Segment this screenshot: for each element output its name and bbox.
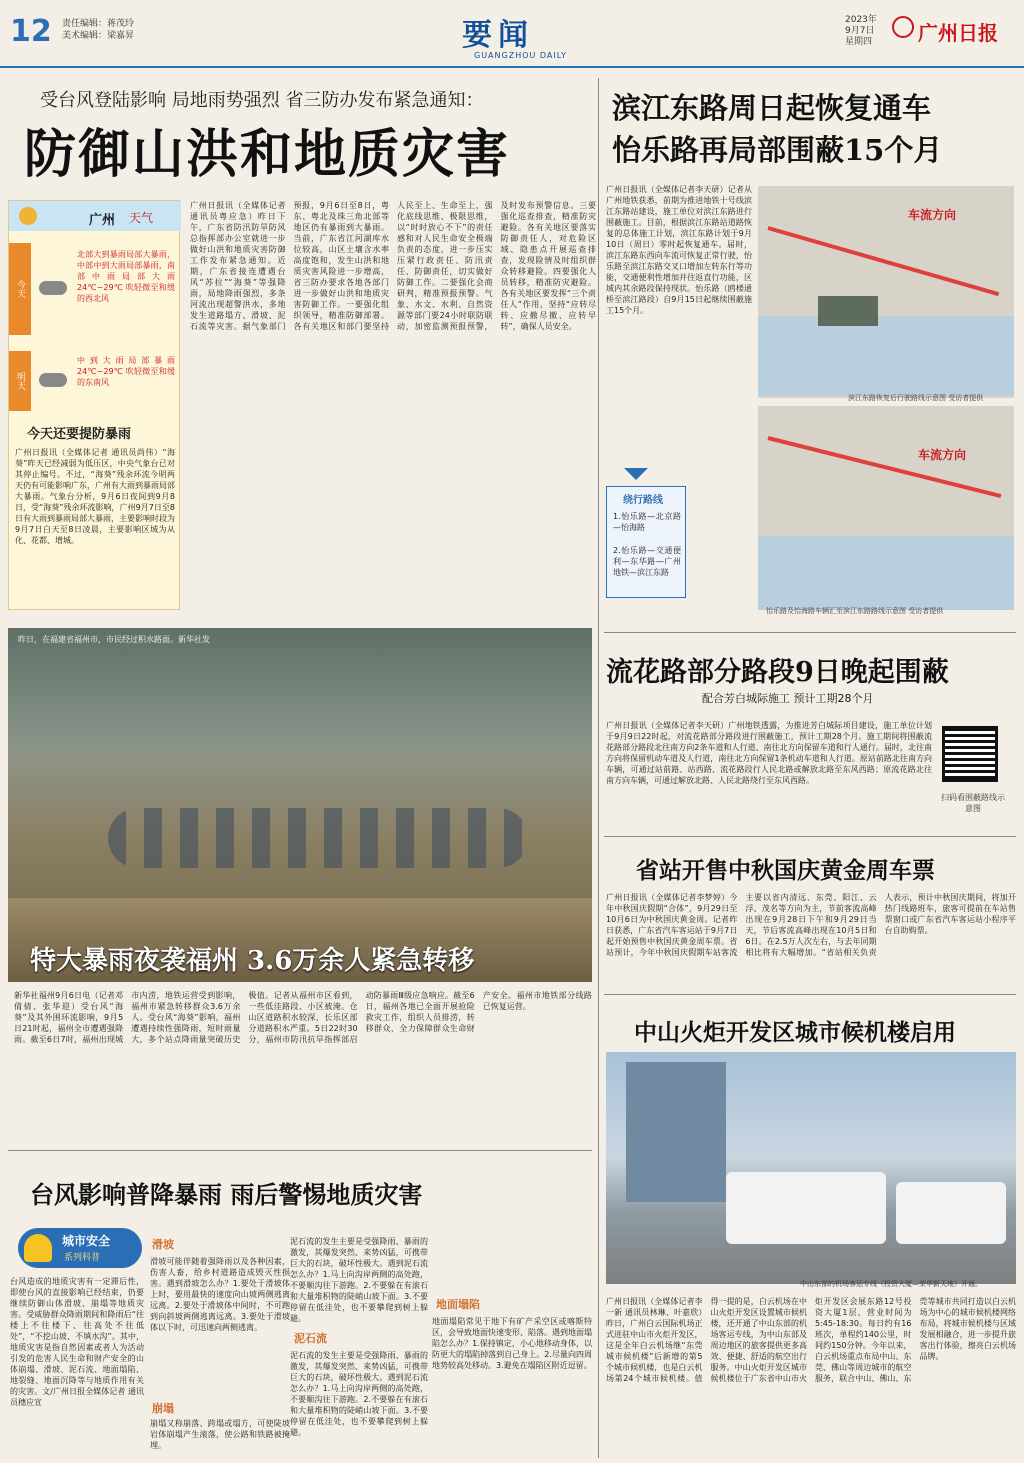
map-binjiang	[758, 186, 1014, 398]
map-yile	[758, 406, 1014, 610]
weather-subheadline: 今天还要提防暴雨	[27, 427, 132, 442]
photo-background-buildings	[8, 628, 592, 748]
editor-line: 责任编辑：蒋茂玲	[62, 19, 135, 29]
section-title-subsidence: 地面塌陷	[436, 1298, 480, 1311]
binjiang-article: 广州日报讯（全媒体记者李天研）记者从广州地铁获悉，前期为推进地铁十号线滨江东路站建设，施工单位对滨江东路进行围蔽施工。目前，根据滨江东路站道路恢复的总体施工计划，滨江东路计划于9月10日（周日）零时起恢复通车。届时，滨江东路东西向车流可恢复正常行驶，怡乐路至滨江东路交叉口增加左转东行等功能，交通便利性增加并往返直行功能，区域内其余路段保持现状。怡乐路（鸥楼通桥至滨江路段）自9月15日起继续围蔽施工15个月。	[606, 185, 752, 315]
chevron-down-icon	[624, 468, 648, 480]
flood-photo	[8, 628, 592, 982]
section-subtitle: GUANGZHOU DAILY	[474, 51, 568, 60]
liuhua-headline: 流花路部分路段9日晚起围蔽	[606, 657, 949, 688]
station-headline: 省站开售中秋国庆黄金周车票	[636, 857, 935, 884]
newspaper-logo-icon	[892, 16, 914, 38]
route-item: 1.怡乐路—北京路—怡海路	[613, 512, 681, 532]
zhongshan-article: 广州日报讯（全媒体记者李一新 通讯员林琳、叶嘉欣）昨日，广州白云国际机场正式进驻中山市火炬开发区，这是全年白云机场继“东莞城市候机楼”后新增的第5个城市候机楼，也是白云机场第24个城市候机楼。值得一提的是，白云机场在中山火炬开发区设置城市候机楼，还开通了中山东部的机场客运专线，为中山东部及周边地区的旅客提供更多高效、便捷、舒适的航空出行服务。中山火炬开发区城市候机楼位于广东省中山市火炬开发区会展东路12号投资大厦1层，营业时间为5:45-18:30。每日约有16班次，单程约140公里，时间约150分钟。今年以来，白云机场重点布局中山、东莞、佛山等周边城市的航空服务，联合中山、佛山、东莞等城市共同打造以白云机场为中心的城市候机楼网络布局，将城市候机楼与区域发展相融合，进一步提升旅客出行体验，擦亮白云机场品牌。	[606, 1297, 1016, 1383]
fuzhou-headline: 特大暴雨夜袭福州 3.6万余人紧急转移	[30, 946, 475, 976]
section-title-landslide: 滑坡	[152, 1238, 174, 1251]
section-divider	[8, 1150, 592, 1151]
weather-article: 广州日报讯（全媒体记者 通讯员尚伟）“海葵”昨天已经减弱为低压区，中央气象台已对其停止编号。不过，“海葵”残余环流今明两天仍有可能影响广东，广州有大雨到暴雨局部大暴雨。气象台分析，9月6日夜间到9月8日，受“海葵”残余环流影响，广州9月7日至8日有大雨到暴雨局部大暴雨，主要影响时段为9月7日白天至8日凌晨，主要影响区域为从化、花都、增城。	[15, 448, 175, 545]
rain-cloud-icon	[39, 281, 67, 295]
zhongshan-headline: 中山火炬开发区城市候机楼启用	[634, 1019, 956, 1046]
river-area	[758, 316, 1014, 396]
geohazard-intro: 台风造成的地质灾害有一定滞后性，即使台风的直接影响已经结束，仍要继续防御山体滑坡、崩塌等地质灾害。受威胁群众降雨期间和降雨后“往楼上不往楼下、往高处不往低处”，“不挖山坡、不填水沟”。其中，地质灾害是指自然因素或者人为活动引发的危害人民生命和财产安全的山体崩塌、滑坡、泥石流、地面塌陷、地裂缝、地面沉降等与地质作用有关的灾害。文/广州日报全媒体记者 通讯员穗应宣	[10, 1277, 144, 1407]
section-text-debris-flow: 泥石流的发生主要是受强降雨、暴雨的激发，其爆发突然、来势凶猛，可携带巨大的石块，破坏性极大。遇到泥石流怎么办？1.马上向沟岸两侧的高处跑，不要顺沟往下游跑。2.不要躲在有滚石和大量堆积物的陡峭山坡下面。3.不要停留在低洼处，也不要攀爬到树上躲避。	[290, 1351, 428, 1437]
river-area	[758, 536, 1014, 610]
traffic-route-line	[767, 226, 999, 296]
fuzhou-article: 新华社福州9月6日电（记者邓倩倩、张华迎）受台风“海葵”及其外围环流影响，9月5日21时起，福州全市遭遇强降雨。截至6日7时，福州出现城市内涝，地铁运营受到影响，福州市紧急转移群众3.6万余人。受台风“海葵”影响，福州遭遇持续性强降雨，短时雨量大，多个站点降雨量突破历史极值。记者从福州市区看到，一些低洼路段、小区被淹。仓山区道路积水较深，长乐区部分道路积水严重。5日22时30分，福州市防汛抗旱指挥部启动防暴雨Ⅲ级应急响应。截至6日，福州各地已全面开展抢险救灾工作，组织人员排涝，转移群众，全力保障群众生命财产安全。福州市地铁部分线路已恢复运营。	[14, 991, 592, 1044]
section-title-collapse: 崩塌	[152, 1402, 174, 1415]
sun-icon	[19, 207, 37, 225]
series-badge	[18, 1228, 142, 1268]
liuhua-article: 广州日报讯（全媒体记者李天研）广州地铁透露，为推进芳白城际项目建设，施工单位计划于9月9日22时起，对流花路部分路段进行围蔽施工，预计工期28个月。施工期间将围蔽流花路部分路段北往南方向2条车道和人行道、南往北方向保留车道和行人通行。届时，北往南方向将保留机动车道及人行道，南往北方向保留1条机动车道和人行道。原站前路北往南方向车辆，可通过站前路、站西路、流花路段行人民北路或解放北路至东风西路；原流花路北往南方向车辆，可通过解放北路、人民北路绕行至东风西路。	[606, 721, 932, 785]
bus-photo-caption: 中山东部的机场客运专线（投资大厦—荣华新天地）开通。	[800, 1280, 982, 1288]
map-label-traffic: 车流方向	[918, 448, 967, 462]
newspaper-logo: 广州日报	[918, 21, 998, 45]
qr-caption: 扫码看围蔽路线示意图	[941, 793, 1005, 813]
masthead-rule	[0, 66, 1024, 68]
tomorrow-forecast: 中到大雨局部暴雨 24℃~29℃ 吹轻微至和缓的东南风	[77, 356, 175, 387]
lead-kicker: 受台风登陆影响 局地雨势强烈 省三防办发布紧急通知：	[40, 90, 484, 111]
section-divider	[604, 994, 1016, 995]
editor-credits	[62, 18, 134, 42]
section-divider	[604, 836, 1016, 837]
route-item: 2.怡乐路—交通便利—东华路—广州地铁—滨江东路	[613, 546, 681, 577]
binjiang-headline-2: 怡乐路再局部围蔽15个月	[612, 133, 943, 167]
photo-bus	[726, 1172, 886, 1244]
section-text-collapse: 崩塌又称崩落、跨塌或塌方，可使陡坡岩体崩塌产生滚落，使公路和铁路被掩埋。	[150, 1419, 290, 1450]
photo-bus	[896, 1182, 1006, 1244]
column-divider	[598, 78, 599, 1458]
date-line: 9月7日	[845, 26, 875, 36]
map-label-traffic: 车流方向	[908, 208, 957, 222]
route-box-title: 绕行路线	[623, 495, 663, 506]
station-building	[818, 296, 878, 326]
station-article: 广州日报讯（全媒体记者李梦婷）今年中秋国庆假期“合体”，9月29日至10月6日为中秋国庆黄金周。记者昨日获悉，广东省汽车客运站于9月7日起开始预售中秋国庆黄金周车票。省站预计，今年中秋国庆假期车站客流主要以省内清远、东莞、阳江、云浮、茂名等方向为主，节前客流高峰出现在9月28日下午和9月29日当天，节后客流高峰出现在10月5日和6日。在2.5万人次左右，与去年同期相比将有大幅增加。“省站相关负责人表示，预计中秋国庆期间，将加开热门线路班车，旅客可提前在车站售票窗口或广东省汽车客运站小程序平台自助购票。	[606, 893, 1016, 957]
today-forecast: 北部大到暴雨局部大暴雨，中部中到大雨局部暴雨，南部中雨局部大雨 24℃~29℃ 吹轻微至和缓的西北风	[77, 250, 175, 303]
traffic-route-line	[768, 436, 1002, 498]
map-caption-1: 滨江东路恢复后行驶路线示意图 受访者提供	[848, 394, 984, 402]
rain-cloud-icon	[39, 373, 67, 387]
section-title: 要闻	[462, 18, 534, 53]
weather-label: 天气	[129, 211, 154, 225]
date-line: 星期四	[845, 37, 873, 47]
hard-hat-icon	[24, 1234, 52, 1262]
section-text-debris-flow-intro: 泥石流的发生主要是受强降雨、暴雨的激发，其爆发突然、来势凶猛，可携带巨大的石块，破坏性极大。遇到泥石流怎么办？1.马上向沟岸两侧的高处跑，不要顺沟往下游跑。2.不要躲在有滚石和大量堆积物的陡峭山坡下面。3.不要停留在低洼处，也不要攀爬到树上躲避。	[290, 1237, 428, 1323]
route-box	[606, 486, 686, 598]
lead-headline: 防御山洪和地质灾害	[24, 124, 511, 185]
bus-photo	[606, 1052, 1016, 1284]
editor-line: 美术编辑：梁嘉昇	[62, 31, 135, 41]
page-number: 12	[10, 14, 52, 49]
series-badge-title: 城市安全	[62, 1234, 111, 1248]
weather-box	[8, 200, 180, 610]
section-divider	[604, 632, 1016, 633]
flood-photo-caption: 昨日，在福建省福州市，市民经过积水路面。新华社发	[18, 635, 210, 644]
series-badge-subtitle: 系列科普	[64, 1253, 101, 1263]
date-line: 2023年	[845, 15, 877, 25]
photo-umbrellas	[108, 808, 528, 868]
section-text-landslide: 滑坡可能伴随着强降雨以及各种因素，伤害人畜，给乡村道路造成毁灭性损害。遇到滑坡怎么办？1.要处于滑坡体上时，要用最快的速度向山坡两侧逃离远离。2.要处于滑坡体中间时，不可跑到向斜坡两侧逃离远离。3.要处于滑坡体以下时，可迅速向两侧逃离。	[150, 1257, 290, 1332]
tomorrow-label: 明天	[9, 351, 31, 411]
lead-article: 广州日报讯（全媒体记者 通讯员粤应急）昨日下午，广东省防汛防旱防风总指挥部办公室就进一步做好山洪和地质灾害防御工作发布紧急通知。近期，广东省接连遭遇台风“苏拉”“海葵”等强降雨，局地降雨强烈，多条河流出现超警洪水，多地发生道路塌方、滑坡、泥石流等灾害。据气象部门预报，9月6日至8日，粤东、粤北及珠三角北部等地区仍有暴雨到大暴雨。当前，广东省江河湖库水位较高，山区土壤含水率高度饱和，发生山洪和地质灾害风险进一步增高，省三防办要求各地各部门进一步做好山洪和地质灾害防御工作。一要强化组织领导，精准防御部署。各有关地区和部门要坚持人民至上、生命至上，强化底线思维、极限思维，以“时时放心不下”的责任感和对人民生命安全极端负责的态度，进一步压实压紧行政责任、防汛责任、防御责任，切实做好防御工作。二要强化会商研判，精准预报预警。气象、水文、水利、自然资源等部门要24小时联防联动，加密监测预报预警，及时发布预警信息。三要强化巡查排查，精准防灾避险。各有关地区要落实防御责任人，对危险区域、隐患点开展巡查排查，发现险情及时组织群众转移避险。四要强化人员转移，精准防灾避险。各有关地区要发挥“三个责任人”作用，坚持“应转尽转、应撤尽撤、应转早转”，确保人员安全。	[190, 201, 596, 331]
qr-code-icon[interactable]	[942, 726, 998, 782]
liuhua-subtitle: 配合芳白城际施工 预计工期28个月	[702, 692, 874, 705]
geohazard-headline: 台风影响普降暴雨 雨后警惕地质灾害	[30, 1180, 423, 1209]
section-title-debris-flow: 泥石流	[294, 1332, 327, 1345]
today-label: 今天	[9, 243, 31, 335]
weather-city: 广州	[89, 213, 116, 228]
issue-date	[845, 15, 877, 48]
photo-building	[626, 1062, 726, 1202]
binjiang-headline-1: 滨江东路周日起恢复通车	[612, 91, 932, 125]
map-caption-2: 怡乐路及怡海路车辆汇至滨江东路路线示意图 受访者提供	[766, 607, 944, 615]
section-text-subsidence: 地面塌陷常见于地下有矿产采空区或喀斯特区，会导致地面快速变形、陷落。遇到地面塌陷怎么办？1.保持镇定，小心地移动身体，以防更大的塌陷掉落到自己身上。2.尽量向四周地势较高处移动。3.避免在塌陷区附近逗留。	[432, 1317, 592, 1370]
